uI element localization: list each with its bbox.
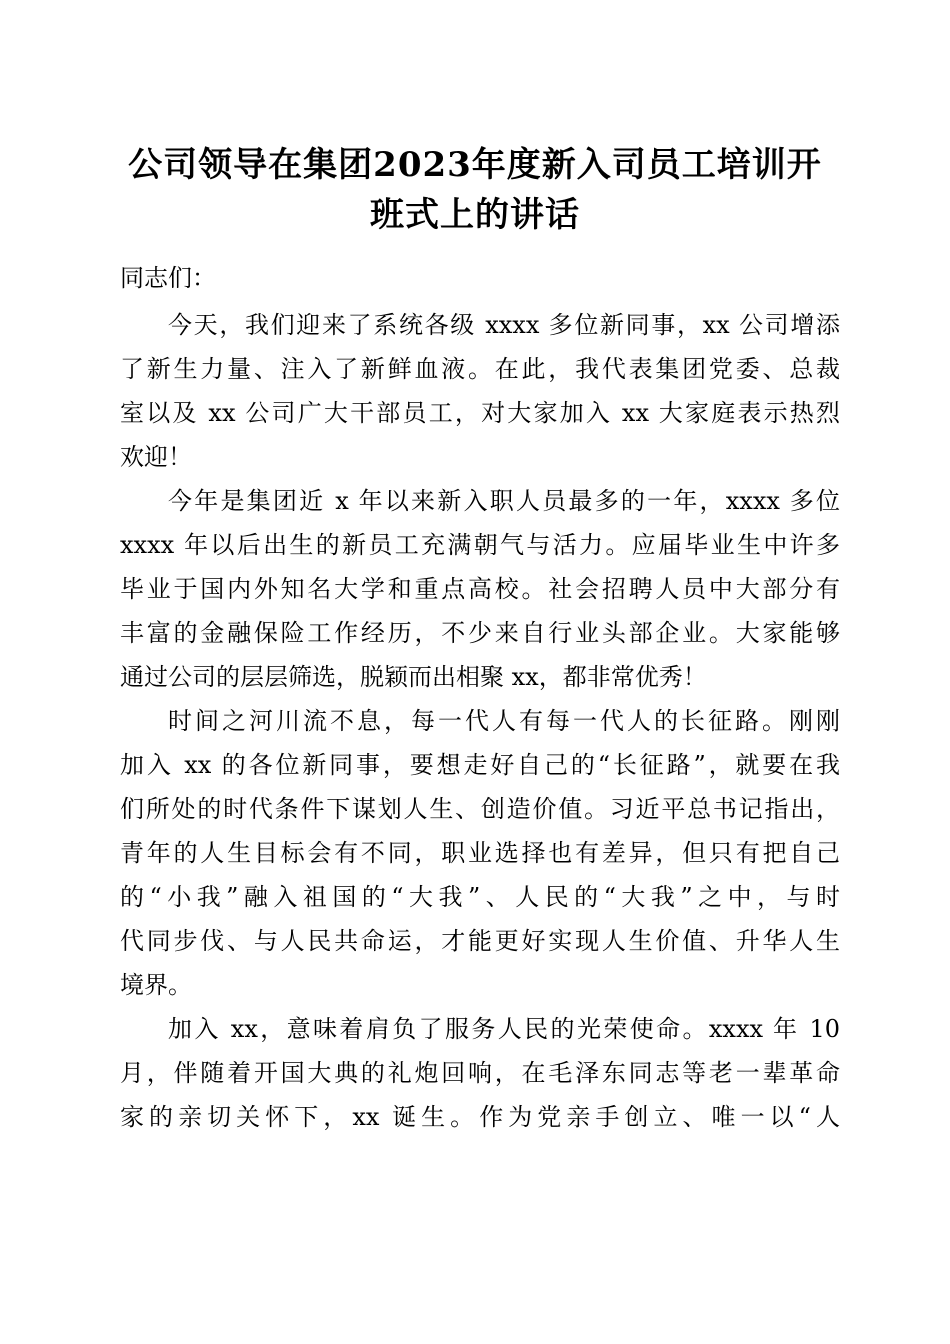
paragraph-line: 家的亲切关怀下，xx 诞生。作为党亲手创立、唯一以“人	[120, 1103, 840, 1131]
paragraph-line: 境界。	[120, 971, 192, 999]
paragraph	[120, 699, 840, 1007]
paragraph-line: 代同步伐、与人民共命运，才能更好实现人生价值、升华人生	[120, 927, 840, 955]
paragraph-line: 今年是集团近 x 年以来新入职人员最多的一年，xxxx 多位	[168, 487, 840, 515]
document-title	[110, 140, 840, 240]
paragraph-line: 了新生力量、注入了新鲜血液。在此，我代表集团党委、总裁	[120, 355, 840, 383]
paragraph-line: 月，伴随着开国大典的礼炮回响，在毛泽东同志等老一辈革命	[120, 1059, 840, 1087]
paragraph-line: 加入 xx，意味着肩负了服务人民的光荣使命。xxxx 年 10	[168, 1015, 840, 1043]
title-line: 公司领导在集团2023年度新入司员工培训开	[128, 145, 822, 185]
paragraph-line: 时间之河川流不息，每一代人有每一代人的长征路。刚刚	[168, 707, 840, 735]
paragraph-line: 们所处的时代条件下谋划人生、创造价值。习近平总书记指出，	[120, 795, 840, 823]
paragraph-line: xxxx 年以后出生的新员工充满朝气与活力。应届毕业生中许多	[120, 531, 840, 559]
paragraph-line: 加入 xx 的各位新同事，要想走好自己的“长征路”，就要在我	[120, 751, 840, 779]
paragraph-line: 通过公司的层层筛选，脱颖而出相聚 xx，都非常优秀！	[120, 663, 707, 691]
title-line: 班式上的讲话	[370, 195, 580, 235]
paragraph-line: 青年的人生目标会有不同，职业选择也有差异，但只有把自己	[120, 839, 840, 867]
paragraph	[120, 303, 840, 479]
paragraph-line: 丰富的金融保险工作经历，不少来自行业头部企业。大家能够	[120, 619, 840, 647]
paragraph	[120, 479, 840, 699]
paragraph-line: 今天，我们迎来了系统各级 xxxx 多位新同事，xx 公司增添	[168, 311, 840, 339]
salutation: 同志们：	[120, 264, 216, 292]
paragraph-line: 欢迎！	[120, 443, 192, 471]
paragraph-line: 毕业于国内外知名大学和重点高校。社会招聘人员中大部分有	[120, 575, 840, 603]
paragraph-line: 的“小我”融入祖国的“大我”、人民的“大我”之中，与时	[120, 883, 840, 911]
paragraph-line: 室以及 xx 公司广大干部员工，对大家加入 xx 大家庭表示热烈	[120, 399, 840, 427]
paragraph	[120, 1007, 840, 1139]
document-body	[120, 256, 840, 1139]
